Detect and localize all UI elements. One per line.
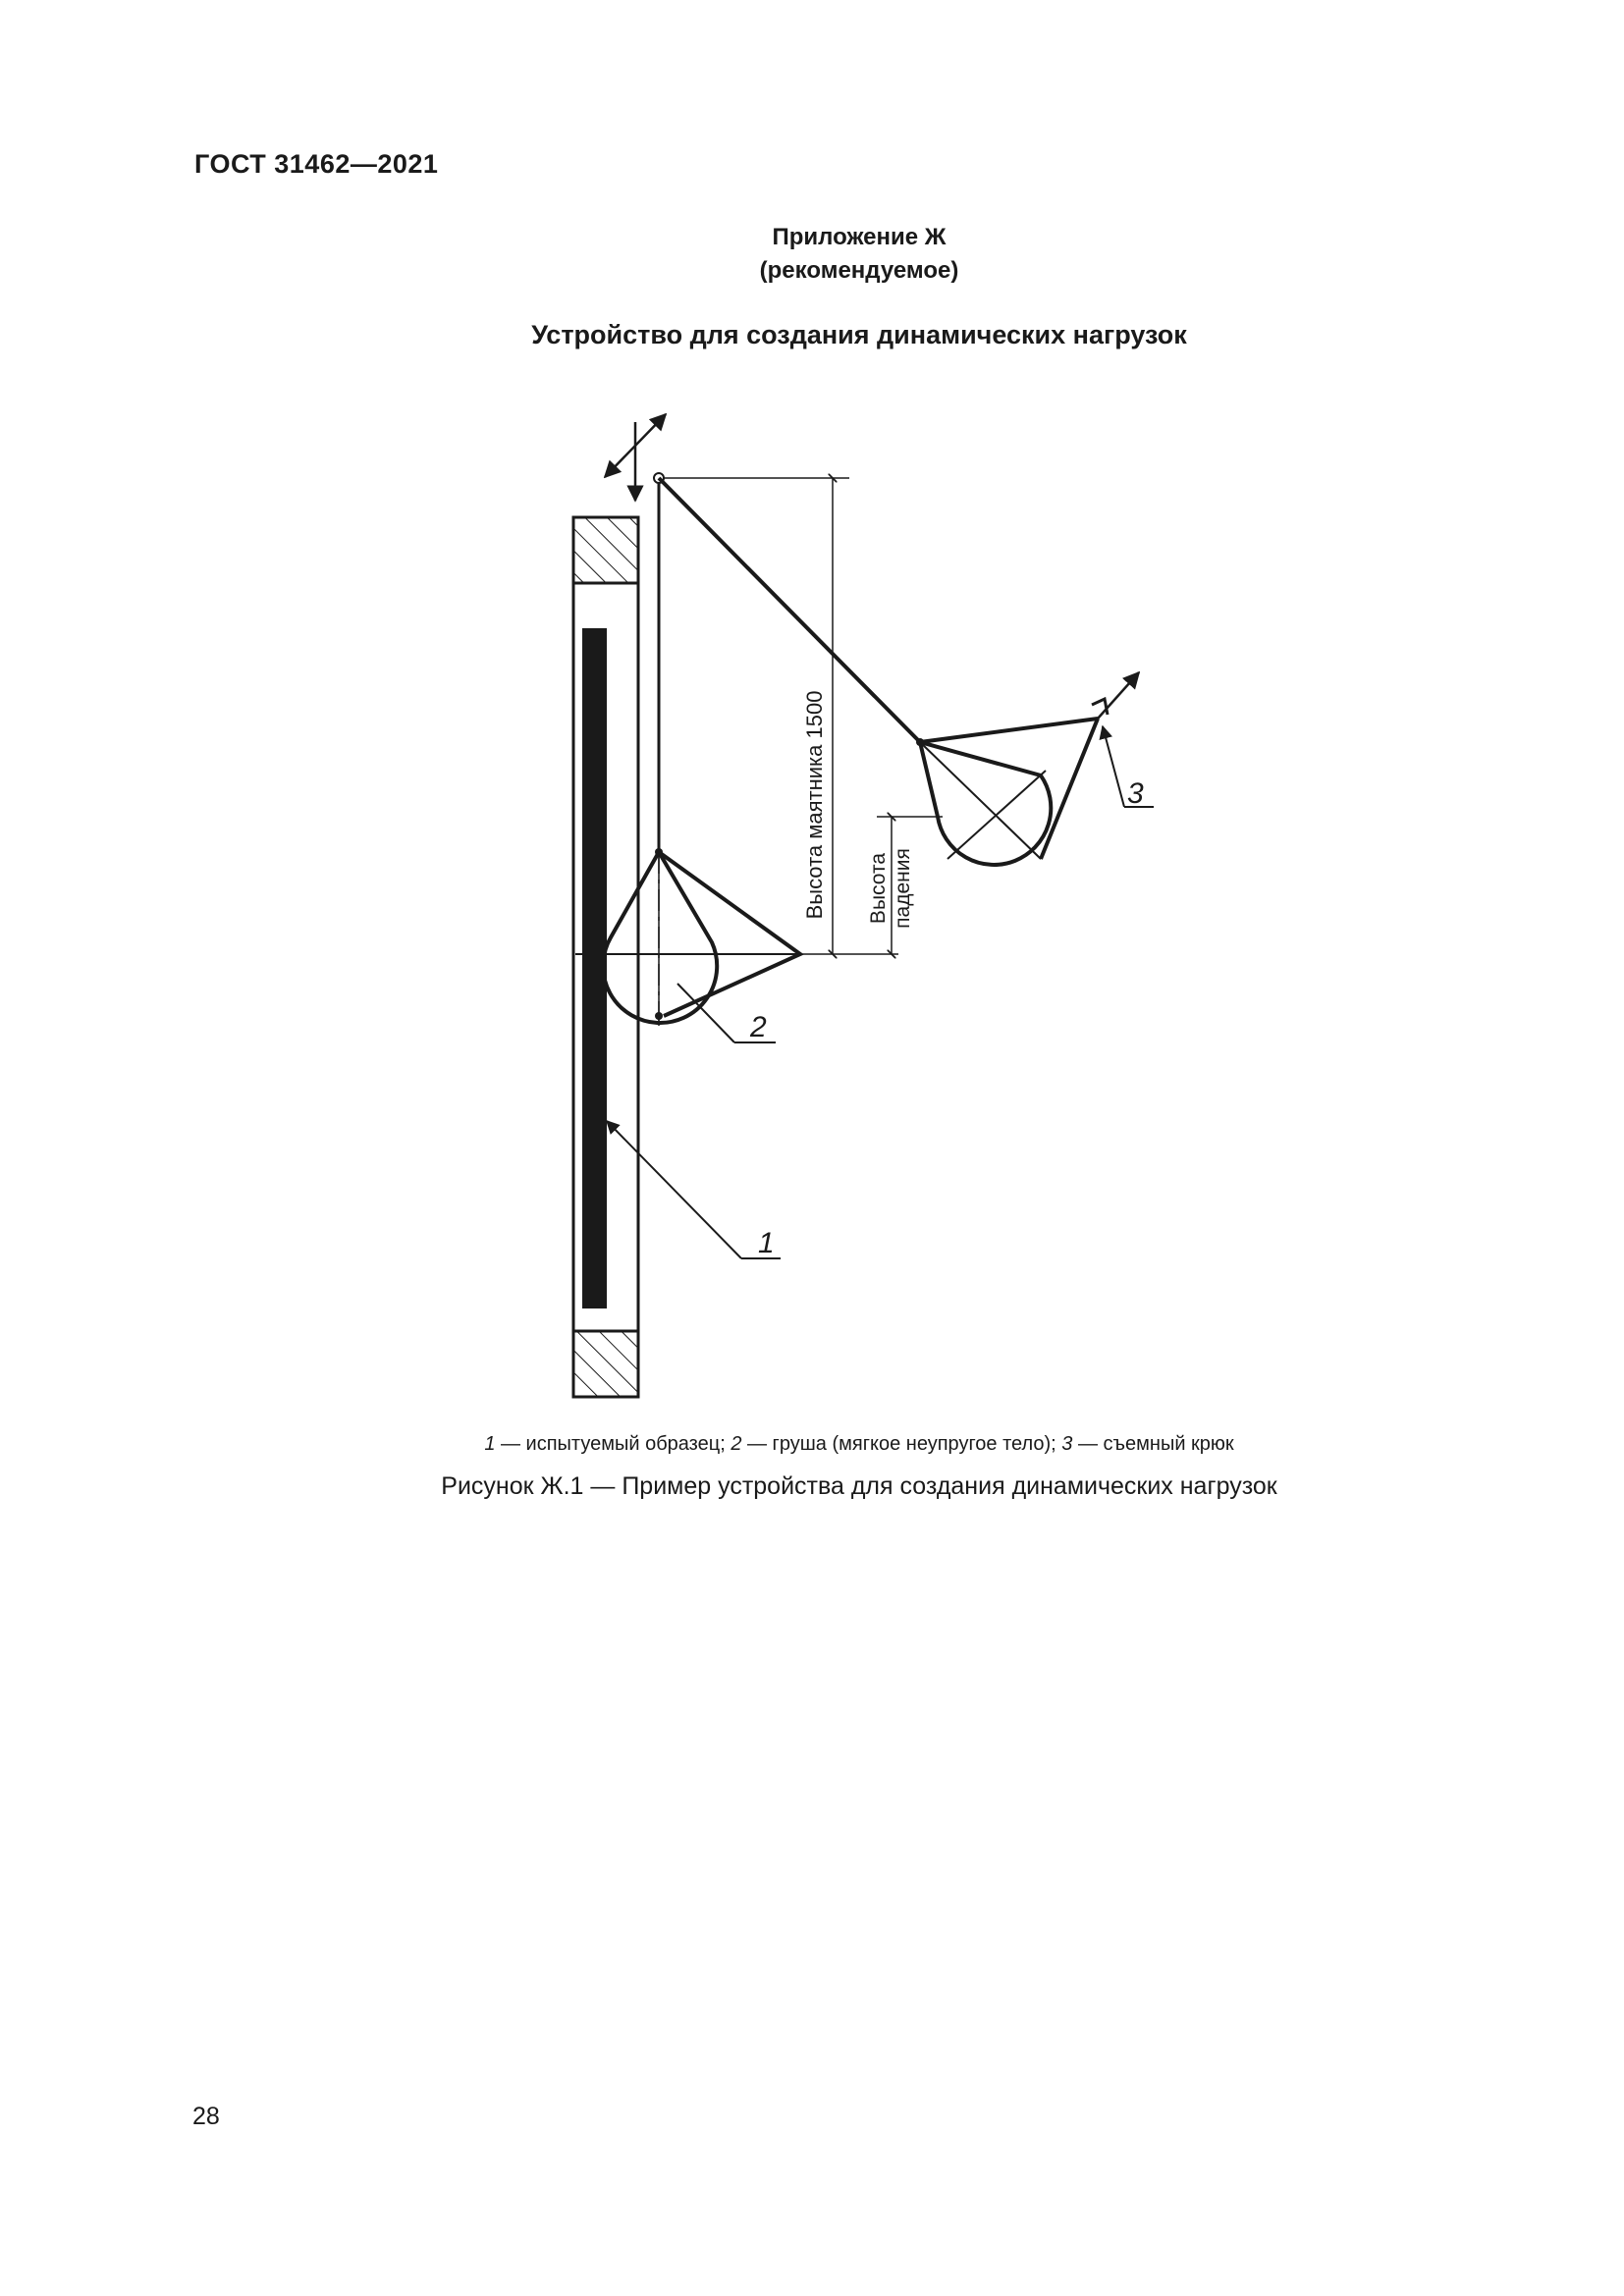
rope-raised bbox=[659, 478, 920, 742]
label-2: 2 bbox=[750, 1011, 767, 1043]
label-1: 1 bbox=[758, 1227, 775, 1259]
leader-1 bbox=[607, 1121, 781, 1258]
figure-caption: Рисунок Ж.1 — Пример устройства для создания динамических нагрузок bbox=[441, 1472, 1277, 1500]
frame-top-hatched-block bbox=[573, 517, 638, 583]
pendulum-height-label: Высота маятника 1500 bbox=[802, 690, 827, 920]
label-3: 3 bbox=[1127, 777, 1144, 810]
hook-release-arrow bbox=[1098, 672, 1139, 719]
pear-rest bbox=[575, 848, 800, 1023]
figure-legend bbox=[0, 1433, 1624, 1456]
legend-item-2-number: 2 bbox=[731, 1433, 742, 1455]
drop-height-label-line2: падения bbox=[892, 848, 914, 929]
page-number: 28 bbox=[192, 2103, 220, 2130]
annex-title: Приложение Ж bbox=[772, 224, 947, 250]
removable-hook bbox=[1092, 699, 1108, 715]
legend-item-3-text: — съемный крюк bbox=[1072, 1433, 1234, 1455]
annex-status: (рекомендуемое) bbox=[759, 257, 959, 284]
legend-item-1-number: 1 bbox=[484, 1433, 496, 1455]
legend-item-1-text: — испытуемый образец; bbox=[495, 1433, 731, 1455]
drop-height-label-line1: Высота bbox=[867, 852, 890, 925]
frame-bottom-hatched-block bbox=[573, 1331, 638, 1397]
section-title: Устройство для создания динамических нагрузок bbox=[531, 320, 1187, 349]
document-header-standard: ГОСТ 31462—2021 bbox=[194, 149, 439, 179]
legend-item-2-text: — груша (мягкое неупругое тело); bbox=[741, 1433, 1062, 1455]
legend-item-3-number: 3 bbox=[1061, 1433, 1073, 1455]
pear-raised bbox=[916, 719, 1098, 865]
